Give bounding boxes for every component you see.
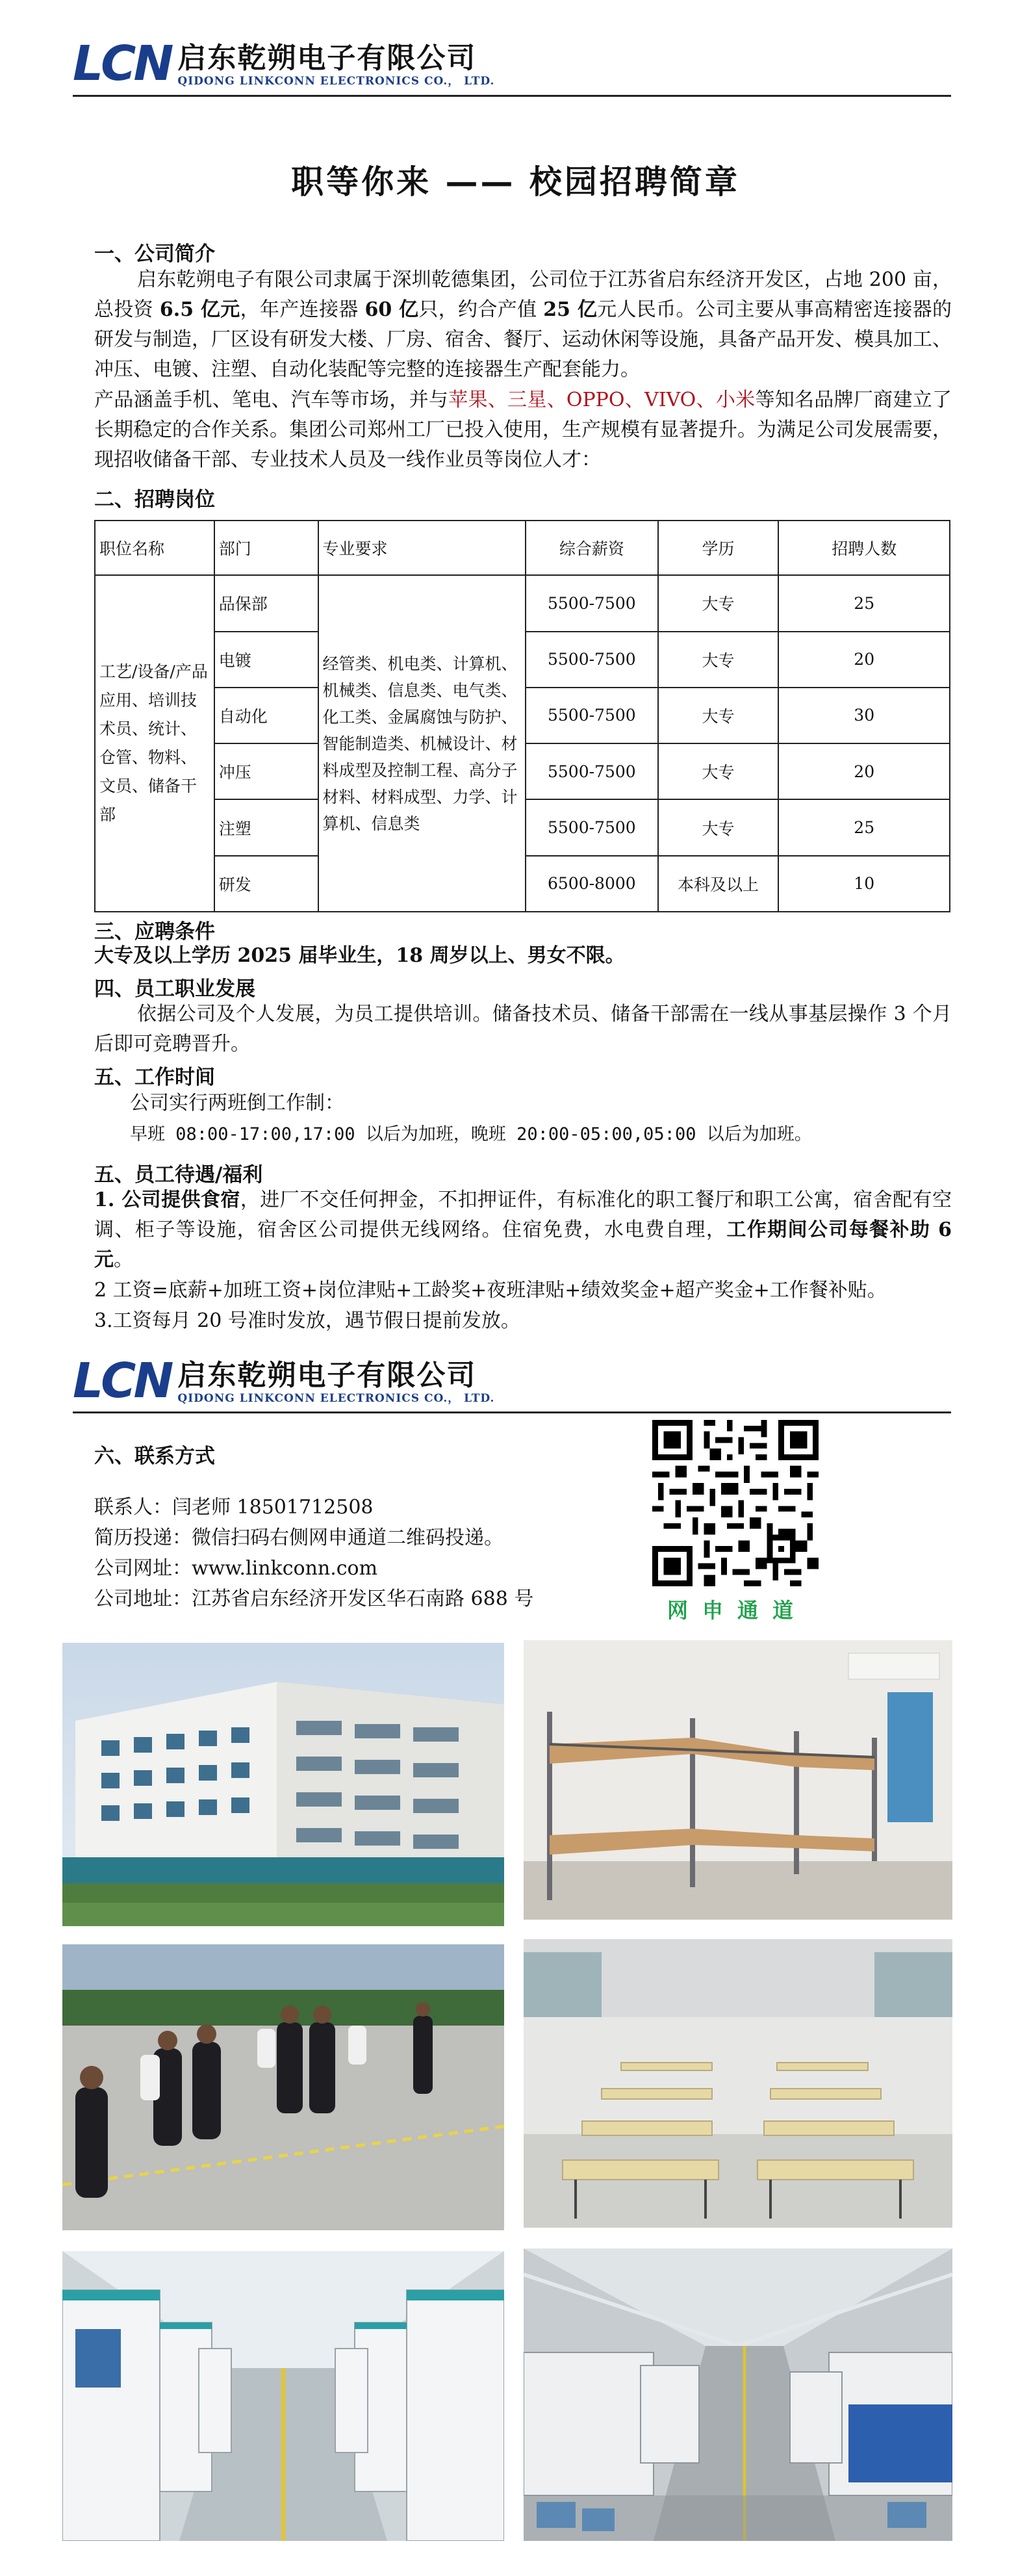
col-header: 专业要求 [318, 521, 526, 575]
logo-text [177, 42, 494, 88]
dept-cell: 自动化 [214, 688, 318, 743]
logo-text [177, 1359, 494, 1405]
qr-caption: 网申通道 [667, 1598, 808, 1623]
company-name-cn: 启东乾朔电子有限公司 [177, 42, 477, 75]
contact-resume: 简历投递：微信扫码右侧网申通道二维码投递。 [94, 1526, 503, 1549]
intro-output: 60 亿 [364, 298, 419, 321]
col-header: 学历 [658, 521, 779, 575]
dept-cell: 电镀 [214, 632, 318, 688]
col-header: 职位名称 [95, 521, 214, 575]
count-cell: 25 [778, 575, 950, 631]
dept-cell: 品保部 [214, 575, 318, 631]
edu-cell: 大专 [658, 688, 779, 743]
qr-code-icon[interactable] [652, 1420, 819, 1586]
dept-cell: 研发 [214, 856, 318, 912]
count-cell: 20 [778, 743, 950, 799]
conditions-text: 大专及以上学历 2025 届毕业生，18 周岁以上、男女不限。 [94, 944, 625, 967]
count-cell: 10 [778, 856, 950, 912]
count-cell: 25 [778, 799, 950, 855]
benefit-highlight: 1. 公司提供食宿 [94, 1189, 240, 1211]
section-heading-jobs: 二、招聘岗位 [94, 488, 215, 511]
salary-cell: 5500-7500 [526, 799, 658, 855]
brand-partners: 苹果、三星、OPPO、VIVO、小米 [448, 389, 756, 411]
position-cell: 工艺/设备/产品应用、培训技术员、统计、仓管、物料、文员、储备干部 [95, 575, 214, 912]
benefits-item-2: 2 工资=底薪+加班工资+岗位津贴+工龄奖+夜班津贴+绩效奖金+超产奖金+工作餐补贴。 [94, 1279, 887, 1302]
company-name-en: QIDONG LINKCONN ELECTRONICS CO.， LTD. [177, 75, 495, 88]
benefits-item-3: 3.工资每月 20 号准时发放，遇节假日提前发放。 [94, 1309, 520, 1332]
section-heading-development: 四、员工职业发展 [94, 977, 255, 1001]
count-cell: 20 [778, 632, 950, 688]
intro-text: 启东乾朔电子有限公司隶属于深圳乾德集团，公司位于江苏省启东经济开发区，占地 200 亩，总投资 [94, 268, 952, 321]
section-heading-benefits: 五、员工待遇/福利 [94, 1163, 263, 1187]
col-header: 招聘人数 [778, 521, 950, 575]
edu-cell: 本科及以上 [658, 856, 779, 912]
photo-team-activity [62, 1944, 504, 2230]
photo-dormitory [524, 1640, 952, 1920]
intro-text: ，年产连接器 [240, 298, 365, 321]
worktime-line-2: 早班 08:00-17:00,17:00 以后为加班，晚班 20:00-05:00,05:00 以后为加班。 [130, 1124, 812, 1144]
intro-text: 等知名品牌厂商建立了长期稳定的合作关系。集团公司郑州工厂已投入使用，生产规模有显著提升。为满足公司发展需要，现招收储备干部、专业技术人员及一线作业员等岗位人才： [94, 389, 952, 471]
company-name-en: QIDONG LINKCONN ELECTRONICS CO.， LTD. [177, 1392, 495, 1405]
salary-cell: 5500-7500 [526, 632, 658, 688]
col-header: 部门 [214, 521, 318, 575]
intro-investment: 6.5 亿元 [159, 298, 240, 321]
development-text: 依据公司及个人发展，为员工提供培训。储备技术员、储备干部需在一线从事基层操作 3 个月后即可竞聘晋升。 [94, 1003, 952, 1055]
contact-person: 联系人：闫老师 18501712508 [94, 1496, 374, 1519]
benefit-text: 。 [114, 1248, 133, 1271]
contact-website[interactable]: 公司网址：www.linkconn.com [94, 1557, 378, 1580]
intro-paragraph-2 [94, 385, 952, 475]
section-heading-worktime: 五、工作时间 [94, 1066, 215, 1089]
dept-cell: 冲压 [214, 743, 318, 799]
photo-workshop-b [524, 2248, 952, 2541]
salary-cell: 5500-7500 [526, 575, 658, 631]
header-divider [73, 1411, 951, 1413]
job-table [94, 520, 950, 912]
photo-workshop-a [62, 2251, 504, 2541]
edu-cell: 大专 [658, 575, 779, 631]
major-cell: 经管类、机电类、计算机、机械类、信息类、电气类、化工类、金属腐蚀与防护、智能制造类、机械设计、材料成型及控制工程、高分子材料、材料成型、力学、计算机、信息类 [318, 575, 526, 912]
company-logo-bottom [73, 1353, 495, 1409]
intro-text: 元人民币。公司主要从事高精密连接器的研发与制造，厂区设有研发大楼、厂房、宿舍、餐厅、运动休闲等设施，具备产品开发、模具加工、冲压、电镀、注塑、自动化装配等完整的连接器生产配套能力。 [94, 298, 952, 381]
benefit-highlight: 工作期间公司每餐补助 6 元 [94, 1218, 952, 1271]
photo-office-building [62, 1643, 504, 1926]
section-heading-conditions: 三、应聘条件 [94, 920, 215, 944]
page-title: 职等你来 —— 校园招聘简章 [291, 163, 740, 201]
section-heading-contact: 六、联系方式 [94, 1445, 215, 1468]
header-divider [73, 95, 951, 97]
count-cell: 30 [778, 688, 950, 743]
dept-cell: 注塑 [214, 799, 318, 855]
logo-mark: LCN [73, 1353, 172, 1409]
section-heading-intro: 一、公司简介 [94, 242, 215, 266]
benefits-item-1 [94, 1185, 952, 1275]
intro-paragraph-1 [94, 265, 952, 385]
intro-text: 产品涵盖手机、笔电、汽车等市场，并与 [94, 389, 449, 411]
intro-text: 只，约合产值 [418, 298, 544, 321]
col-header: 综合薪资 [526, 521, 658, 575]
company-logo-top [73, 36, 495, 92]
logo-mark: LCN [73, 36, 172, 92]
salary-cell: 5500-7500 [526, 743, 658, 799]
salary-cell: 6500-8000 [526, 856, 658, 912]
table-header-row [95, 521, 950, 575]
edu-cell: 大专 [658, 743, 779, 799]
photo-canteen [524, 1939, 952, 2228]
benefit-text: ，进厂不交任何押金，不扣押证件，有标准化的职工餐厅和职工公寓，宿舍配有空调、柜子等设施，宿舍区公司提供无线网络。住宿免费，水电费自理， [94, 1189, 952, 1241]
worktime-line-1: 公司实行两班倒工作制： [130, 1092, 344, 1114]
contact-address: 公司地址：江苏省启东经济开发区华石南路 688 号 [94, 1588, 534, 1610]
edu-cell: 大专 [658, 632, 779, 688]
edu-cell: 大专 [658, 799, 779, 855]
salary-cell: 5500-7500 [526, 688, 658, 743]
company-name-cn: 启东乾朔电子有限公司 [177, 1359, 477, 1392]
intro-value: 25 亿 [543, 298, 598, 321]
table-row [95, 575, 950, 631]
